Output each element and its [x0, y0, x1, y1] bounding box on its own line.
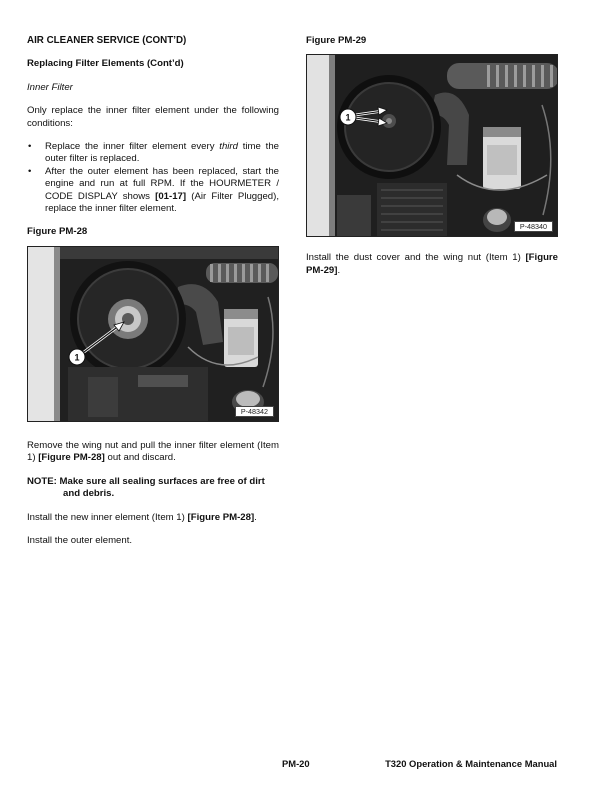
right-column	[306, 35, 558, 288]
install-outer-paragraph: Install the outer element.	[27, 534, 133, 546]
engine-photo-dust-cover	[307, 55, 558, 237]
figure-pm-28	[27, 246, 279, 422]
note: NOTE: Make sure all sealing surfaces are free of dirt and debris.	[27, 475, 265, 500]
engine-photo-inner-filter	[28, 247, 279, 422]
install-inner-paragraph: Install the new inner element (Item 1) [Figure PM-28].	[27, 511, 257, 523]
condition-item-2: • After the outer element has been replaced, start the engine and run at full RPM. If the HOURMETER / CODE DISPLAY shows [01-17] (Air Filter Plugged), replace the inner filter element.	[27, 166, 279, 216]
figure-pm-29	[306, 54, 558, 237]
section-heading: AIR CLEANER SERVICE (CONT’D)	[27, 35, 187, 46]
callout-number: 1	[74, 352, 80, 363]
condition-item-1: • Replace the inner filter element every third time the outer filter is replaced.	[27, 141, 279, 166]
figure-pm-29-title: Figure PM-29	[306, 35, 367, 46]
inner-filter-heading: Inner Filter	[27, 81, 73, 93]
manual-title: T320 Operation & Maintenance Manual	[385, 758, 557, 769]
callout-number: 1	[345, 112, 351, 123]
subsection-heading: Replacing Filter Elements (Cont’d)	[27, 58, 184, 70]
intro-paragraph: Only replace the inner filter element under the following conditions:	[27, 105, 279, 129]
figure-pm-28-title: Figure PM-28	[27, 226, 88, 238]
install-dust-cover-paragraph: Install the dust cover and the wing nut (Item 1) [Figure PM-29].	[306, 252, 558, 276]
page-number: PM-20	[282, 758, 310, 769]
figure-code: P-48340	[514, 221, 553, 232]
left-column	[27, 35, 279, 558]
figure-code: P-48342	[235, 406, 274, 417]
remove-paragraph: Remove the wing nut and pull the inner filter element (Item 1) [Figure PM-28] out and discard.	[27, 439, 279, 464]
conditions-list	[27, 141, 279, 215]
